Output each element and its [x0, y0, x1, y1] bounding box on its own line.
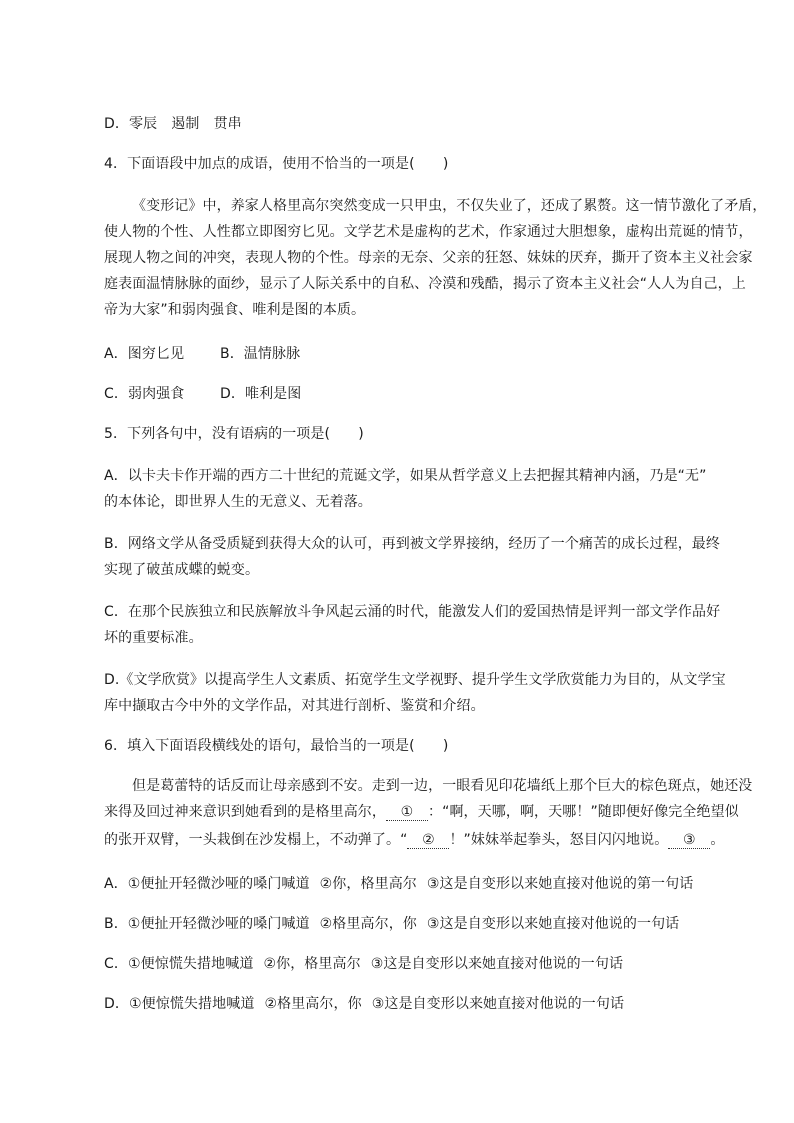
q6-option-a	[104, 874, 693, 894]
q4-option-a: A．图穷匕见	[104, 346, 185, 362]
q4-passage-line: 帝为大家”和弱肉强食、唯利是图的本质。	[104, 302, 366, 318]
q4-passage-line: 使人物的个性、人性都立即图穷匕见。文学艺术是虚构的艺术，作家通过大胆想象，虚构出荒诞的情节，	[104, 224, 753, 240]
option-part: D．①便惊慌失措地喊道	[104, 996, 255, 1012]
q6-passage-line	[104, 802, 739, 822]
q6-option-c	[104, 954, 623, 974]
option-part: ②你，格里高尔	[319, 876, 417, 892]
passage-text: 的张开双臂，一头栽倒在沙发榻上，不动弹了。“	[104, 832, 408, 848]
passage-text: ：“啊，天哪，啊，天哪！”随即便好像完全绝望似	[428, 804, 739, 820]
q4-option-d: D．唯利是图	[220, 386, 302, 402]
q5-option-d: D.《文学欣赏》以提高学生人文素质、拓宽学生文学视野、提升学生文学欣赏能力为目的，从文学宝	[104, 672, 726, 688]
passage-text: ！”妹妹举起拳头，怒目闪闪地说。	[449, 832, 669, 848]
option-part: ③这是自变形以来她直接对他说的一句话	[370, 956, 624, 972]
q5-option-b: B．网络文学从备受质疑到获得大众的认可，再到被文学界接纳，经历了一个痛苦的成长过程，最终	[104, 536, 721, 552]
q4-passage-line: 庭表面温情脉脉的面纱，显示了人际关系中的自私、冷漠和残酷，揭示了资本主义社会“人人为自己，上	[104, 276, 746, 292]
option-part: C．①便惊慌失措地喊道	[104, 956, 254, 972]
blank-2: ②	[407, 832, 449, 849]
q5-option-c-cont: 坏的重要标准。	[104, 630, 203, 646]
q5-stem: 5．下列各句中，没有语病的一项是( )	[104, 426, 364, 442]
passage-text: 。	[710, 832, 725, 848]
q6-option-b	[104, 914, 679, 934]
q4-options-row	[104, 384, 301, 404]
q4-passage-line: 展现人物之间的冲突，表现人物的个性。母亲的无奈、父亲的狂怒、妹妹的厌弃，撕开了资本主义社会家	[104, 250, 753, 266]
q4-options-row	[104, 344, 300, 364]
q6-stem: 6．填入下面语段横线处的语句，最恰当的一项是( )	[104, 738, 449, 754]
option-part: B．①便扯开轻微沙哑的嗓门喊道	[104, 916, 310, 932]
option-part: ③这是自变形以来她直接对他说的一句话	[371, 996, 625, 1012]
option-part: ②格里高尔，你	[264, 996, 362, 1012]
option-part: ③这是自变形以来她直接对他说的第一句话	[426, 876, 694, 892]
q6-option-d	[104, 994, 624, 1014]
q6-passage-line	[104, 830, 724, 850]
passage-text: 来得及回过神来意识到她看到的是格里高尔，	[104, 804, 386, 820]
option-part: ②格里高尔，你	[319, 916, 417, 932]
option-part: ②你，格里高尔	[263, 956, 361, 972]
q5-option-b-cont: 实现了破茧成蝶的蜕变。	[104, 562, 260, 578]
q5-option-a: A．以卡夫卡作开端的西方二十世纪的荒诞文学，如果从哲学意义上去把握其精神内涵，乃是“无”	[104, 468, 707, 484]
q3-option-d: D．零辰 遏制 贯串	[104, 116, 242, 132]
q5-option-a-cont: 的本体论，即世界人生的无意义、无着落。	[104, 494, 372, 510]
q4-passage-line: 《变形记》中，养家人格里高尔突然变成一只甲虫，不仅失业了，还成了累赘。这一情节激化了矛盾，	[132, 198, 767, 214]
q4-option-c: C．弱肉强食	[104, 386, 185, 402]
q6-passage-line: 但是葛蕾特的话反而让母亲感到不安。走到一边，一眼看见印花墙纸上那个巨大的棕色斑点，她还没	[132, 778, 753, 794]
q4-option-b: B．温情脉脉	[220, 346, 301, 362]
q4-stem: 4．下面语段中加点的成语，使用不恰当的一项是( )	[104, 156, 449, 172]
q5-option-d-cont: 库中撷取古今中外的文学作品，对其进行剖析、鉴赏和介绍。	[104, 698, 485, 714]
option-part: A．①便扯开轻微沙哑的嗓门喊道	[104, 876, 310, 892]
option-part: ③这是自变形以来她直接对他说的一句话	[426, 916, 680, 932]
blank-1: ①	[386, 804, 428, 821]
blank-3: ③	[668, 832, 710, 849]
q5-option-c: C．在那个民族独立和民族解放斗争风起云涌的时代，能激发人们的爱国热情是评判一部文学作品好	[104, 604, 721, 620]
